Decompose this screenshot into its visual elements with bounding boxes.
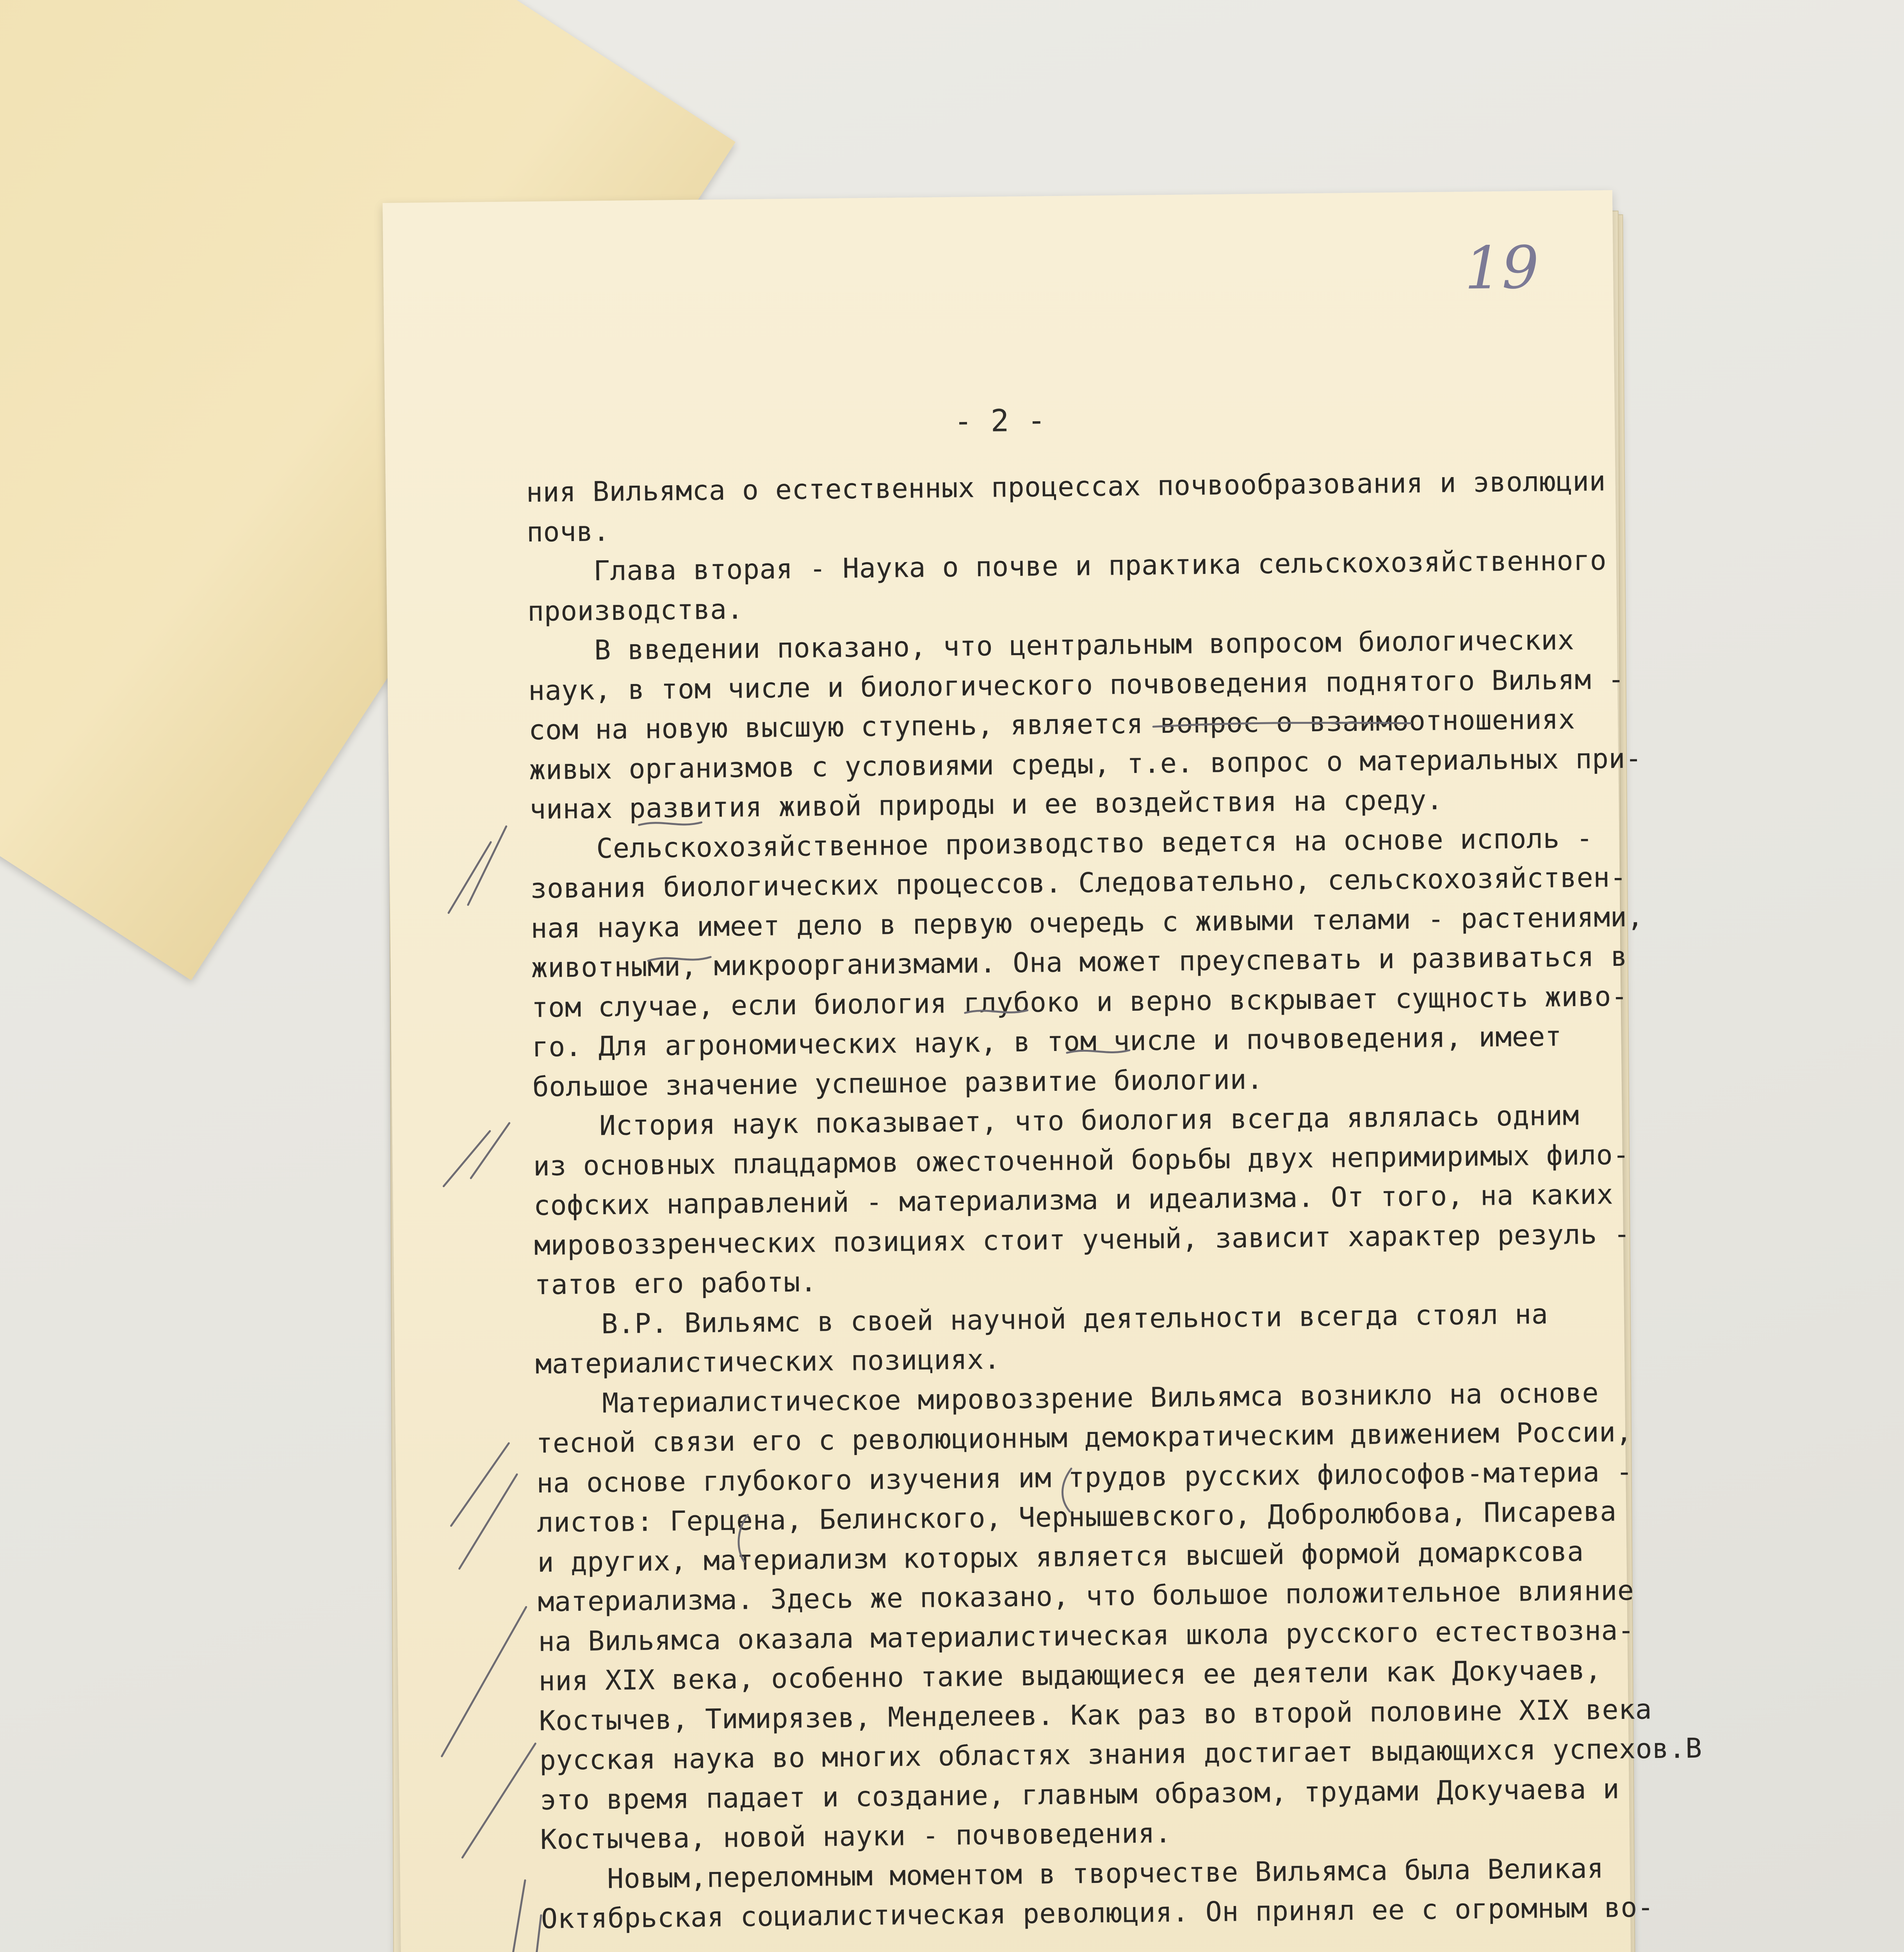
text-line: го. Для агрономических наук, в том числе и почвоведения, имеет [532, 1020, 1562, 1063]
text-line: В введении показано, что центральным вопросом биологических [527, 624, 1574, 667]
folio-number: 19 [1464, 233, 1539, 303]
text-line: живых организмов с условиями среды, т.е. вопрос о материальных при- [529, 742, 1642, 786]
text-line: материалистических позициях. [535, 1343, 1001, 1380]
typewritten-page [383, 190, 1703, 1952]
text-line: производства. [527, 593, 744, 627]
text-line: зования биологических процессов. Следовательно, сельскохозяйствен- [530, 861, 1627, 905]
text-line: История наук показывает, что биология всегда являлась одним [533, 1099, 1580, 1143]
text-line: Сельскохозяйственное производство ведется на основе исполь - [529, 822, 1593, 865]
text-line: животными, микроорганизмами. Она может преуспевать и развиваться в [531, 940, 1628, 984]
text-line: Костычев, Тимирязев, Менделеев. Как раз во второй половине XIX века [539, 1693, 1652, 1737]
text-line: наук, в том числе и биологического почвоведения поднятого Вильям - [528, 663, 1625, 707]
text-line: ная наука имеет дело в первую очередь с живыми телами - растениями, [531, 900, 1644, 944]
text-line: на Вильямса оказала материалистическая школа русского естествозна- [538, 1614, 1635, 1658]
text-line: из основных плацдармов ожесточенной борьбы двух непримиримых фило- [533, 1138, 1630, 1182]
pencil-margin-stroke [467, 826, 507, 905]
text-line: Материалистическое мировоззрение Вильямса возникло на основе [535, 1377, 1599, 1420]
text-line: сом на новую высшую ступень, является вопрос о взаимоотношениях [528, 703, 1575, 746]
text-line: Костычева, новой науки - почвоведения. [540, 1817, 1172, 1856]
text-line: это время падает и создание, главным образом, трудами Докучаева и [540, 1772, 1620, 1816]
pencil-margin-stroke [450, 1443, 509, 1526]
pencil-margin-stroke [461, 1744, 536, 1858]
text-line: и других, материализм которых является высшей формой домарксова [537, 1535, 1584, 1578]
body-text [526, 461, 1703, 1939]
text-line: татов его работы. [534, 1266, 817, 1301]
text-line: Глава вторая - Наука о почве и практика сельскохозяйственного [527, 544, 1607, 588]
page-number: - 2 - [954, 403, 1046, 439]
pencil-margin-stroke [443, 1131, 490, 1186]
text-line: ния Вильямса о естественных процессах почвообразования и эволюции [526, 465, 1606, 509]
pencil-margin-stroke [440, 1607, 528, 1756]
text-line: ния XIX века, особенно такие выдающиеся ее деятели как Докучаев, [538, 1654, 1602, 1697]
text-line: почв. [526, 515, 610, 548]
text-line: русская наука во многих областях знания достигает выдающихся успехов.В [539, 1732, 1703, 1777]
text-line: листов: Герцена, Белинского, Чернышевского, Добролюбова, Писарева [536, 1495, 1617, 1539]
text-line: том случае, если биология глубоко и верно вскрывает сущность живо- [531, 980, 1628, 1024]
text-line: Новым,переломным моментом в творчестве Вильямса была Великая [540, 1852, 1604, 1895]
pencil-margin-stroke [502, 1880, 527, 1952]
pencil-margin-stroke [525, 1915, 542, 1952]
text-line: на основе глубокого изучения им трудов русских философов-материа - [536, 1455, 1633, 1499]
text-line: большое значение успешное развитие биологии. [532, 1063, 1263, 1103]
pencil-margin-stroke [458, 1475, 518, 1569]
pencil-margin-stroke [470, 1123, 510, 1178]
text-line: материализма. Здесь же показано, что большое положительное влияние [538, 1574, 1634, 1618]
text-line: тесной связи его с революционным демократическим движением России, [536, 1416, 1633, 1460]
text-line: мировоззренческих позициях стоит ученый, зависит характер резуль - [534, 1218, 1631, 1261]
pencil-margin-stroke [448, 842, 492, 913]
text-line: В.Р. Вильямс в своей научной деятельности всегда стоял на [534, 1298, 1548, 1341]
text-line: софских направлений - материализма и идеализма. От того, на каких [533, 1178, 1614, 1222]
text-line: Октябрьская социалистическая революция. Он принял ее с огромным во- [541, 1891, 1654, 1935]
text-line: чинах развития живой природы и ее воздействия на среду. [529, 784, 1443, 826]
